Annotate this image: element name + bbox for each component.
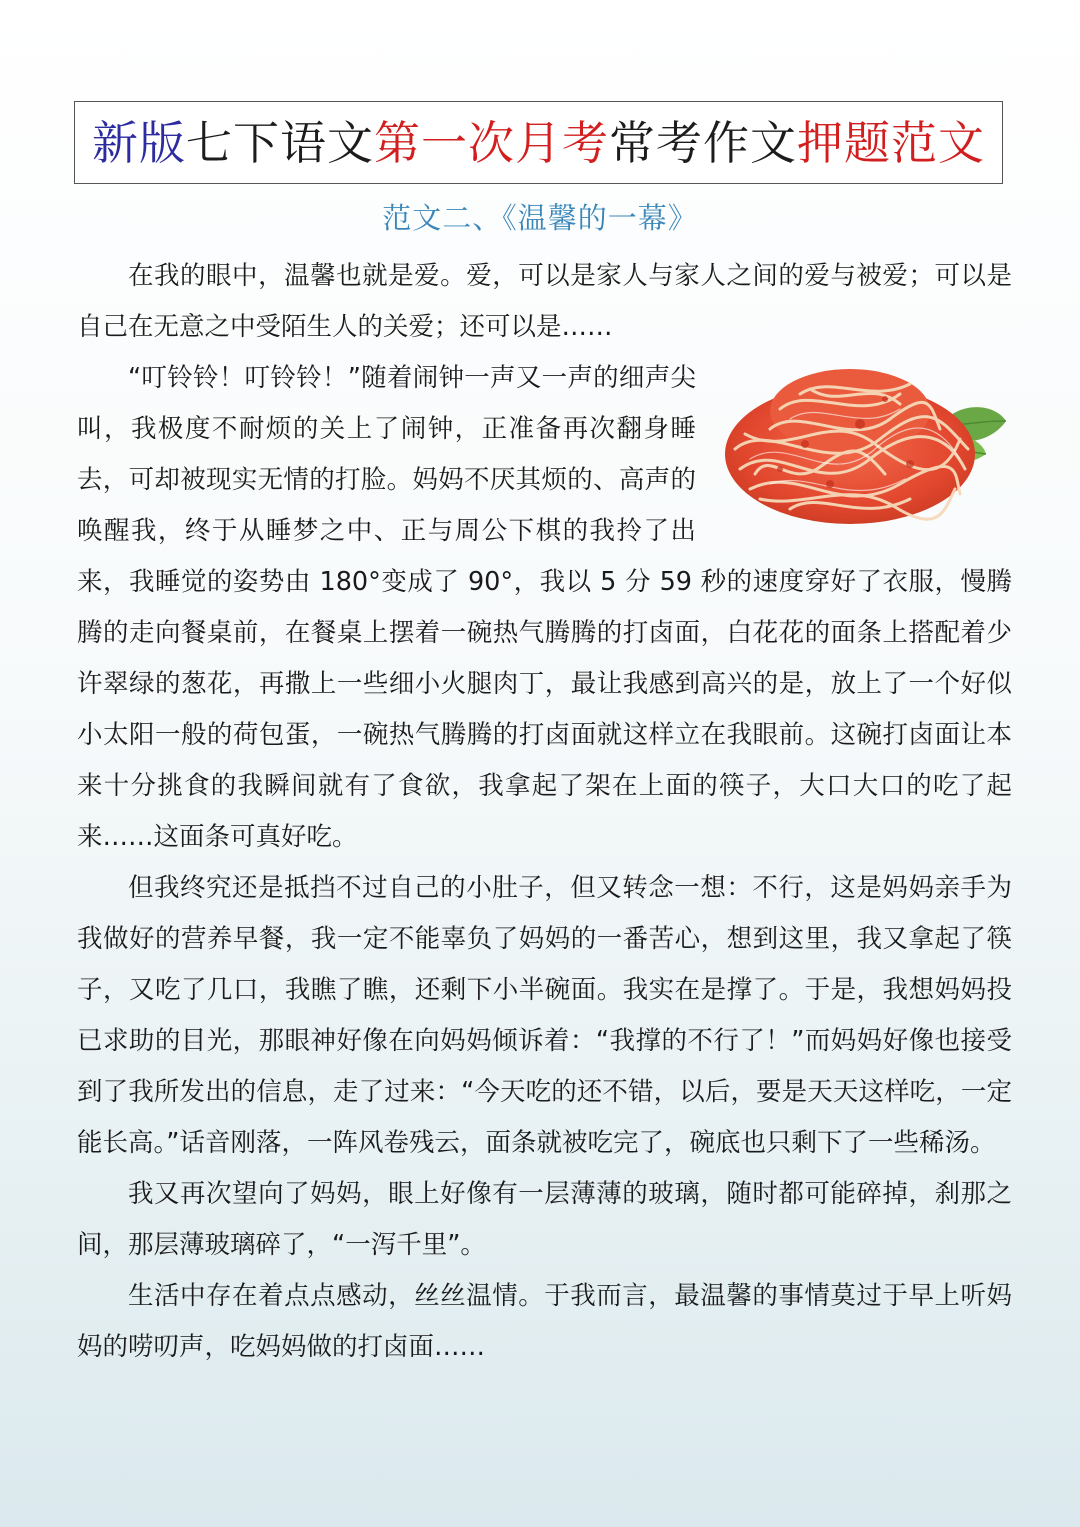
paragraph-4: 我又再次望向了妈妈，眼上好像有一层薄薄的玻璃，随时都可能碎掉，刹那之间，那层薄玻璃碎了，“一泻千里”。 <box>77 1179 1012 1260</box>
title-part-4: 常考作文 <box>609 115 797 170</box>
title-part-5: 押题范文 <box>797 115 985 170</box>
title-banner <box>74 101 1003 184</box>
noodle-image <box>710 359 1012 513</box>
paragraph-2: “叮铃铃！叮铃铃！”随着闹钟一声又一声的细声尖叫，我极度不耐烦的关上了闹钟，正准备再次翻身睡去，可却被现实无情的打脸。妈妈不厌其烦的、高声的唤醒我，终于从睡梦之中、正与周公下棋的我拎了出来，我睡觉的姿势由 180°变成了 90°，我以 5 分 59 秒的速度穿好了衣服，慢腾腾的走向餐桌前，在餐桌上摆着一碗热气腾腾的打卤面，白花花的面条上搭配着少许翠绿的葱花，再撒上一些细小火腿肉丁，最让我感到高兴的是，放上了一个好似小太阳一般的荷包蛋，一碗热气腾腾的打卤面就这样立在我眼前。这碗打卤面让本来十分挑食的我瞬间就有了食欲，我拿起了架在上面的筷子，大口大口的吃了起来……这面条可真好吃。 <box>77 363 1012 852</box>
title-part-1: 新版 <box>92 115 186 170</box>
paragraph-5: 生活中存在着点点感动，丝丝温情。于我而言，最温馨的事情莫过于早上听妈妈的唠叨声，吃妈妈做的打卤面…… <box>77 1281 1012 1362</box>
paragraph-3: 但我终究还是抵挡不过自己的小肚子，但又转念一想：不行，这是妈妈亲手为我做好的营养早餐，我一定不能辜负了妈妈的一番苦心，想到这里，我又拿起了筷子，又吃了几口，我瞧了瞧，还剩下小半碗面。我实在是撑了。于是，我想妈妈投已求助的目光，那眼神好像在向妈妈倾诉着：“我撑的不行了！”而妈妈好像也接受到了我所发出的信息，走了过来：“今天吃的还不错，以后，要是天天这样吃，一定能长高。”话音刚落，一阵风卷残云，面条就被吃完了，碗底也只剩下了一些稀汤。 <box>77 873 1012 1158</box>
title-part-2: 七下语文 <box>186 115 374 170</box>
noodle-bowl-icon <box>710 349 1012 539</box>
essay-body <box>77 251 1012 1373</box>
essay-subtitle: 范文二、《温馨的一幕》 <box>382 201 698 235</box>
title-part-3: 第一次月考 <box>374 115 609 170</box>
paragraph-1: 在我的眼中，温馨也就是爱。爱，可以是家人与家人之间的爱与被爱；可以是自己在无意之中受陌生人的关爱；还可以是…… <box>77 261 1012 342</box>
